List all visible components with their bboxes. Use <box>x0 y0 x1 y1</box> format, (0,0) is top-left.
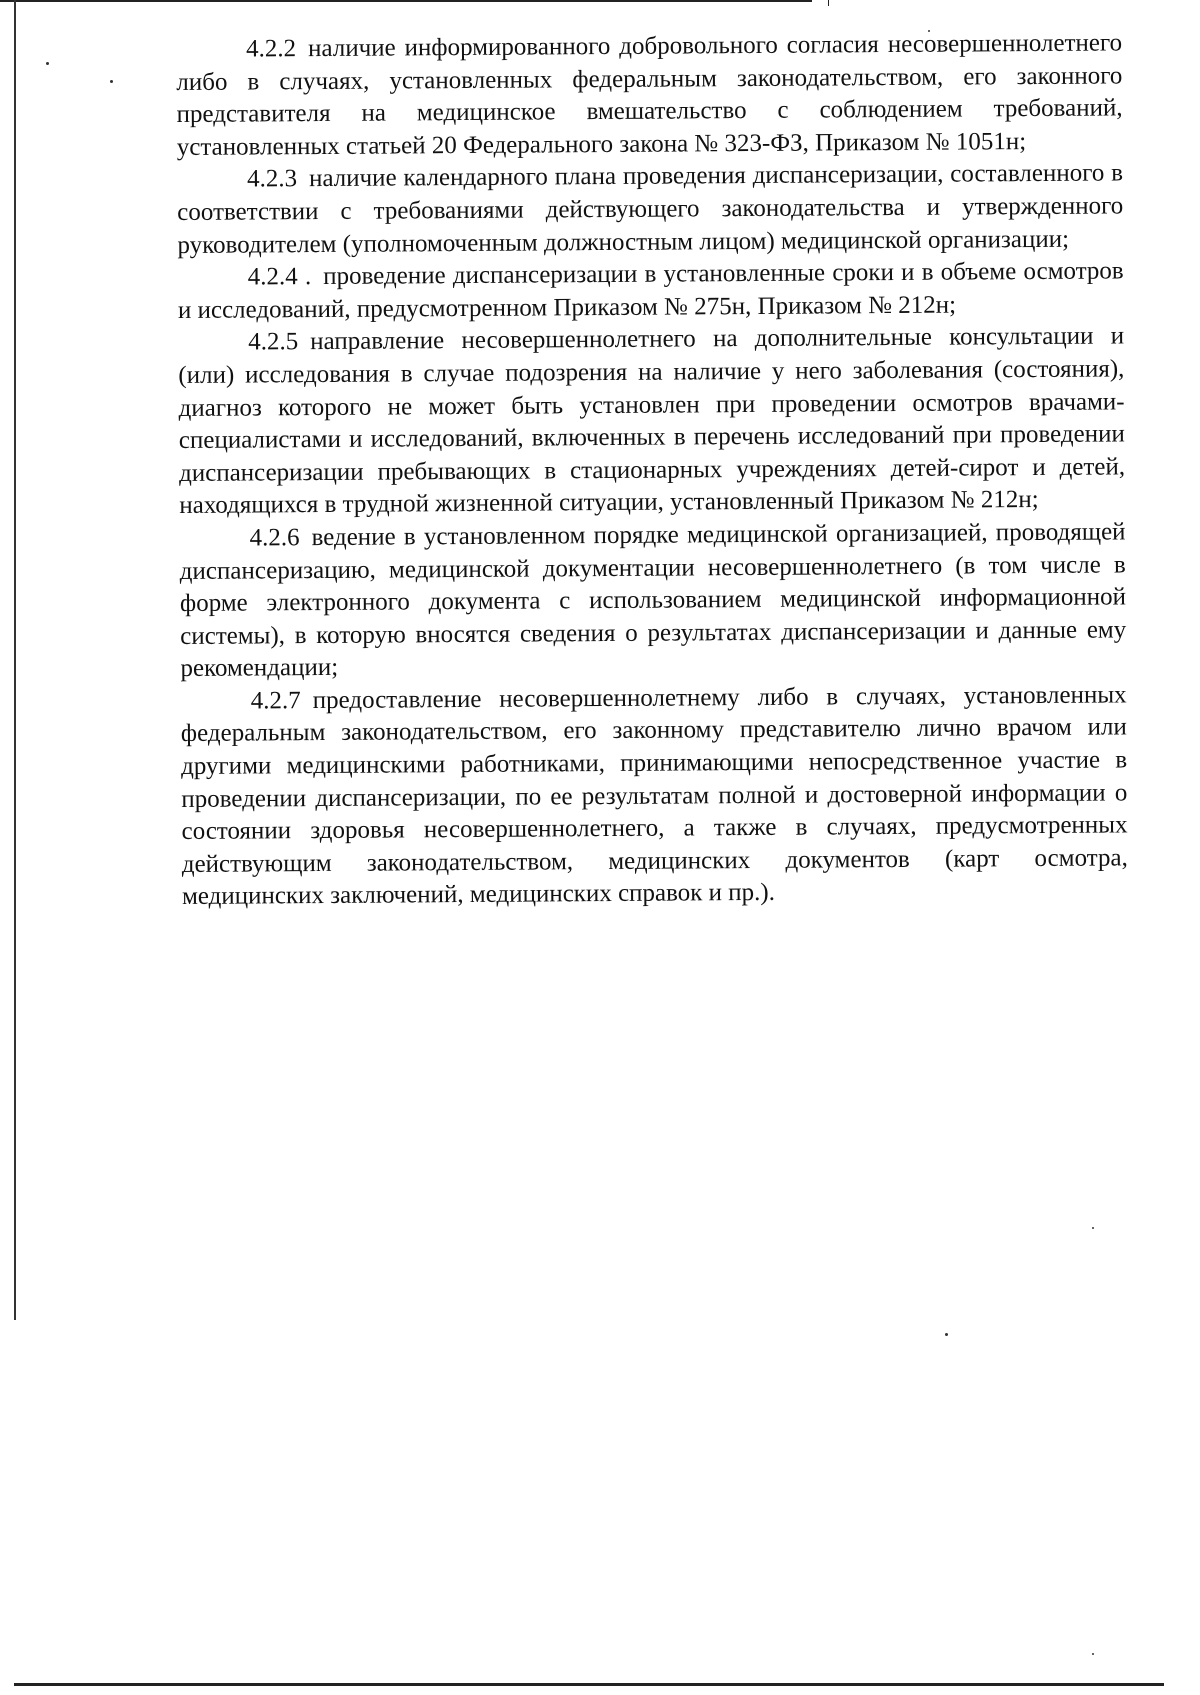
clause-text: предоставление несовершеннолетнему либо в случаях, установленных федеральным законодательством, его законному представителю лично врачом или другими медицинскими работниками, принимающими непосредственное участие в проведении диспансеризации, по ее результатам полной и достоверной информации о состоянии здоровья несовершеннолетнего, а также в случаях, предусмотренных действующим законодательством, медицинских документов (карт осмотра, медицинских заключений, медицинских справок и пр.). <box>180 681 1128 911</box>
scan-speck <box>1092 1227 1094 1229</box>
scan-edge-left <box>14 0 16 1320</box>
clause-text: наличие информированного добровольного согласия несовершеннолетнего либо в случаях, установленных федеральным законодательством, его законного представителя на медицинское вмешательство с соблюдением требований, установленных статьей 20 Федерального закона № 323-ФЗ, Приказом № 1051н; <box>176 29 1123 161</box>
clause-4-2-4 <box>178 256 1124 328</box>
clause-4-2-7 <box>181 679 1129 914</box>
scan-speck <box>945 1333 948 1336</box>
clause-number: 4.2.7 <box>250 687 301 715</box>
scan-speck <box>110 80 113 83</box>
clause-number: 4.2.6 <box>249 524 300 552</box>
clause-text: направление несовершеннолетнего на дополнительные консультации и (или) исследования в случае подозрения на наличие у него заболевания (состояния), диагноз которого не может быть установлен при проведении осмотров врачами-специалистами и исследований, включенных в перечень исследований при проведении диспансеризации пребывающих в стационарных учреждениях детей-сирот и детей, находящихся в трудной жизненной ситуации, установленный Приказом № 212н; <box>178 322 1126 520</box>
clause-number: 4.2.3 <box>246 165 298 193</box>
clause-number: 4.2.4 . <box>247 263 312 291</box>
document-body <box>176 27 1128 914</box>
clause-4-2-2 <box>176 27 1123 164</box>
clause-number: 4.2.5 <box>248 328 299 356</box>
clause-number: 4.2.2 <box>246 35 297 63</box>
clause-4-2-3 <box>177 158 1124 262</box>
scan-edge-top <box>0 0 812 2</box>
clause-text: ведение в установленном порядке медицинской организацией, проводящей диспансеризацию, медицинской документации несовершеннолетнего (в том числе в форме электронного документа с использованием медицинской информационной системы), в которую вносятся сведения о результатах диспансеризации и данные ему рекомендации; <box>179 518 1127 683</box>
clause-4-2-5 <box>178 321 1125 523</box>
clause-4-2-6 <box>179 516 1126 686</box>
scan-speck <box>1092 1653 1094 1655</box>
clause-text: проведение диспансеризации в установленные сроки и в объеме осмотров и исследований, предусмотренном Приказом № 275н, Приказом № 212н; <box>177 257 1124 324</box>
clause-text: наличие календарного плана проведения диспансеризации, составленного в соответствии с требованиями действующего законодательства и утвержденного руководителем (уполномоченным должностным лицом) медицинской организации; <box>177 159 1124 259</box>
scan-speck <box>46 62 49 65</box>
scan-edge-bottom <box>14 1683 1164 1686</box>
scan-edge-top-corner <box>812 0 829 6</box>
